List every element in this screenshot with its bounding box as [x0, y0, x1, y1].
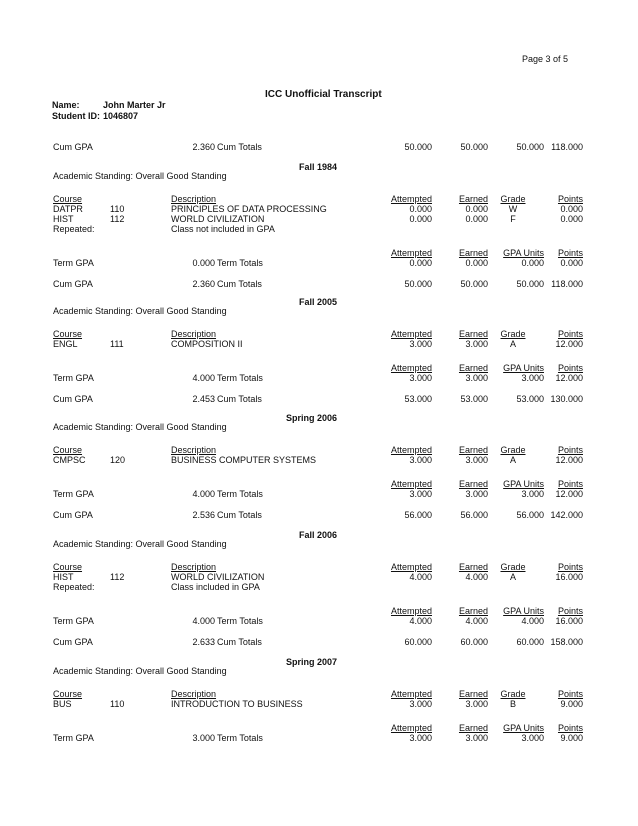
grade-header: Grade: [500, 329, 526, 339]
course-subject: CMPSC: [53, 455, 86, 465]
description-header: Description: [171, 445, 217, 455]
course-subject: HIST: [53, 572, 74, 582]
cum-gpa-value: 2.536: [192, 510, 215, 520]
points-header: Points: [557, 606, 583, 616]
course-attempted: 3.000: [409, 455, 432, 465]
earned-header: Earned: [458, 248, 488, 258]
attempted-header: Attempted: [390, 329, 432, 339]
earned-total: 60.000: [460, 637, 488, 647]
course-points: 0.000: [560, 204, 583, 214]
gpa-units-total: 56.000: [516, 510, 544, 520]
course-points: 12.000: [555, 455, 583, 465]
attempted-total: 3.000: [409, 733, 432, 743]
course-points: 16.000: [555, 572, 583, 582]
attempted-total: 60.000: [404, 637, 432, 647]
course-description: BUSINESS COMPUTER SYSTEMS: [171, 455, 317, 465]
term-totals-label: Term Totals: [217, 616, 263, 626]
course-header: Course: [53, 329, 83, 339]
course-earned: 3.000: [465, 339, 488, 349]
course-description: COMPOSITION II: [171, 339, 243, 349]
student-id: 1046807: [103, 111, 139, 121]
gpa-units-total: 3.000: [521, 733, 544, 743]
description-header: Description: [171, 562, 217, 572]
course-attempted: 3.000: [409, 699, 432, 709]
cum-totals-label: Cum Totals: [217, 142, 262, 152]
course-description: WORLD CIVILIZATION: [171, 214, 265, 224]
earned-header: Earned: [458, 479, 488, 489]
repeated-note: Class not included in GPA: [171, 224, 275, 234]
document-title: ICC Unofficial Transcript: [265, 89, 382, 100]
attempted-header: Attempted: [390, 363, 432, 373]
grade-header: Grade: [500, 689, 526, 699]
course-earned: 3.000: [465, 455, 488, 465]
attempted-header: Attempted: [390, 445, 432, 455]
cum-totals-label: Cum Totals: [217, 637, 262, 647]
course-subject: BUS: [53, 699, 72, 709]
cum-gpa-label: Cum GPA: [53, 637, 93, 647]
academic-standing: Academic Standing: Overall Good Standing: [53, 666, 227, 676]
cum-gpa-label: Cum GPA: [53, 510, 93, 520]
points-header: Points: [557, 562, 583, 572]
course-header: Course: [53, 445, 83, 455]
points-header: Points: [557, 363, 583, 373]
course-points: 0.000: [560, 214, 583, 224]
points-total: 118.000: [551, 279, 583, 289]
attempted-total: 53.000: [404, 394, 432, 404]
points-total: 9.000: [560, 733, 583, 743]
attempted-total: 3.000: [409, 373, 432, 383]
gpa-units-total: 50.000: [516, 142, 544, 152]
gpa-units-total: 50.000: [516, 279, 544, 289]
course-grade: A: [509, 455, 516, 465]
cum-gpa-value: 2.633: [192, 637, 215, 647]
attempted-header: Attempted: [390, 479, 432, 489]
cum-totals-label: Cum Totals: [217, 394, 262, 404]
course-subject: DATPR: [53, 204, 83, 214]
course-header: Course: [53, 689, 83, 699]
attempted-header: Attempted: [390, 248, 432, 258]
course-number: 110: [110, 204, 125, 214]
term-name: Fall 1984: [298, 162, 337, 172]
course-header: Course: [53, 194, 83, 204]
student-name: John Marter Jr: [103, 100, 166, 110]
earned-header: Earned: [458, 194, 488, 204]
gpa-units-header: GPA Units: [503, 723, 544, 733]
name-label: Name:: [52, 100, 80, 110]
earned-total: 0.000: [465, 258, 488, 268]
gpa-units-total: 3.000: [521, 373, 544, 383]
attempted-header: Attempted: [390, 562, 432, 572]
earned-total: 56.000: [460, 510, 488, 520]
points-header: Points: [557, 329, 583, 339]
gpa-units-total: 60.000: [516, 637, 544, 647]
repeated-label: Repeated:: [53, 582, 95, 592]
attempted-header: Attempted: [390, 723, 432, 733]
course-description: PRINCIPLES OF DATA PROCESSING: [171, 204, 327, 214]
points-total: 12.000: [555, 489, 583, 499]
course-grade: B: [509, 699, 516, 709]
course-description: INTRODUCTION TO BUSINESS: [171, 699, 303, 709]
points-header: Points: [557, 689, 583, 699]
description-header: Description: [171, 689, 217, 699]
repeated-label: Repeated:: [53, 224, 95, 234]
course-number: 111: [110, 339, 124, 349]
description-header: Description: [171, 194, 217, 204]
term-gpa-label: Term GPA: [53, 733, 94, 743]
course-number: 112: [110, 214, 125, 224]
course-number: 120: [110, 455, 126, 465]
grade-header: Grade: [500, 562, 526, 572]
term-gpa-value: 4.000: [192, 373, 215, 383]
page-number: Page 3 of 5: [522, 54, 569, 64]
student-id-label: Student ID:: [52, 111, 100, 121]
term-totals-label: Term Totals: [217, 489, 263, 499]
gpa-units-total: 53.000: [516, 394, 544, 404]
term-name: Spring 2007: [285, 657, 337, 667]
points-total: 12.000: [555, 373, 583, 383]
course-earned: 3.000: [465, 699, 488, 709]
points-total: 142.000: [550, 510, 583, 520]
earned-total: 3.000: [465, 489, 488, 499]
cum-gpa-value: 2.453: [192, 394, 215, 404]
attempted-total: 50.000: [404, 142, 432, 152]
attempted-header: Attempted: [390, 689, 432, 699]
description-header: Description: [171, 329, 217, 339]
repeated-note: Class included in GPA: [171, 582, 260, 592]
course-number: 110: [110, 699, 125, 709]
course-earned: 4.000: [465, 572, 488, 582]
gpa-units-total: 4.000: [521, 616, 544, 626]
earned-header: Earned: [458, 445, 488, 455]
course-grade: A: [509, 339, 516, 349]
cum-totals-label: Cum Totals: [217, 279, 262, 289]
course-earned: 0.000: [465, 204, 488, 214]
term-name: Fall 2005: [298, 297, 337, 307]
points-total: 118.000: [551, 142, 583, 152]
earned-header: Earned: [458, 723, 488, 733]
points-header: Points: [557, 194, 583, 204]
course-attempted: 4.000: [409, 572, 432, 582]
term-gpa-value: 0.000: [192, 258, 215, 268]
points-total: 0.000: [560, 258, 583, 268]
term-gpa-label: Term GPA: [53, 258, 94, 268]
gpa-units-header: GPA Units: [503, 363, 544, 373]
attempted-total: 4.000: [409, 616, 432, 626]
academic-standing: Academic Standing: Overall Good Standing: [53, 539, 227, 549]
earned-total: 50.000: [460, 279, 488, 289]
course-grade: F: [510, 214, 516, 224]
points-total: 130.000: [550, 394, 583, 404]
course-subject: HIST: [53, 214, 74, 224]
earned-total: 3.000: [465, 373, 488, 383]
points-header: Points: [557, 445, 583, 455]
course-attempted: 0.000: [409, 214, 432, 224]
course-grade: W: [508, 204, 518, 214]
attempted-header: Attempted: [390, 194, 432, 204]
course-earned: 0.000: [465, 214, 488, 224]
earned-total: 4.000: [465, 616, 488, 626]
term-gpa-label: Term GPA: [53, 489, 94, 499]
gpa-units-header: GPA Units: [503, 606, 544, 616]
course-points: 9.000: [560, 699, 583, 709]
term-gpa-value: 3.000: [192, 733, 215, 743]
grade-header: Grade: [500, 194, 526, 204]
grade-header: Grade: [500, 445, 526, 455]
academic-standing: Academic Standing: Overall Good Standing: [53, 422, 227, 432]
course-grade: A: [509, 572, 516, 582]
attempted-total: 56.000: [404, 510, 432, 520]
earned-header: Earned: [458, 562, 488, 572]
term-name: Spring 2006: [285, 413, 337, 423]
academic-standing: Academic Standing: Overall Good Standing: [53, 171, 227, 181]
course-attempted: 3.000: [409, 339, 432, 349]
points-header: Points: [557, 248, 583, 258]
earned-total: 50.000: [460, 142, 488, 152]
gpa-units-header: GPA Units: [503, 248, 544, 258]
term-totals-label: Term Totals: [217, 258, 263, 268]
earned-header: Earned: [458, 606, 488, 616]
points-header: Points: [557, 479, 583, 489]
course-number: 112: [110, 572, 125, 582]
earned-total: 3.000: [465, 733, 488, 743]
academic-standing: Academic Standing: Overall Good Standing: [53, 306, 227, 316]
attempted-total: 0.000: [409, 258, 432, 268]
attempted-total: 3.000: [409, 489, 432, 499]
cum-gpa-label: Cum GPA: [53, 394, 93, 404]
points-total: 16.000: [555, 616, 583, 626]
gpa-units-total: 3.000: [521, 489, 544, 499]
term-totals-label: Term Totals: [217, 373, 263, 383]
earned-header: Earned: [458, 689, 488, 699]
earned-total: 53.000: [460, 394, 488, 404]
course-header: Course: [53, 562, 83, 572]
cum-gpa-label: Cum GPA: [53, 142, 93, 152]
points-header: Points: [557, 723, 583, 733]
term-totals-label: Term Totals: [217, 733, 263, 743]
course-attempted: 0.000: [409, 204, 432, 214]
term-gpa-label: Term GPA: [53, 373, 94, 383]
attempted-total: 50.000: [404, 279, 432, 289]
course-subject: ENGL: [53, 339, 78, 349]
gpa-units-header: GPA Units: [503, 479, 544, 489]
cum-totals-label: Cum Totals: [217, 510, 262, 520]
cum-gpa-value: 2.360: [192, 142, 215, 152]
earned-header: Earned: [458, 329, 488, 339]
term-gpa-value: 4.000: [192, 489, 215, 499]
course-description: WORLD CIVILIZATION: [171, 572, 265, 582]
cum-gpa-label: Cum GPA: [53, 279, 93, 289]
cum-gpa-value: 2.360: [192, 279, 215, 289]
term-gpa-value: 4.000: [192, 616, 215, 626]
term-gpa-label: Term GPA: [53, 616, 94, 626]
earned-header: Earned: [458, 363, 488, 373]
term-name: Fall 2006: [298, 530, 337, 540]
gpa-units-total: 0.000: [521, 258, 544, 268]
attempted-header: Attempted: [390, 606, 432, 616]
course-points: 12.000: [555, 339, 583, 349]
points-total: 158.000: [550, 637, 583, 647]
